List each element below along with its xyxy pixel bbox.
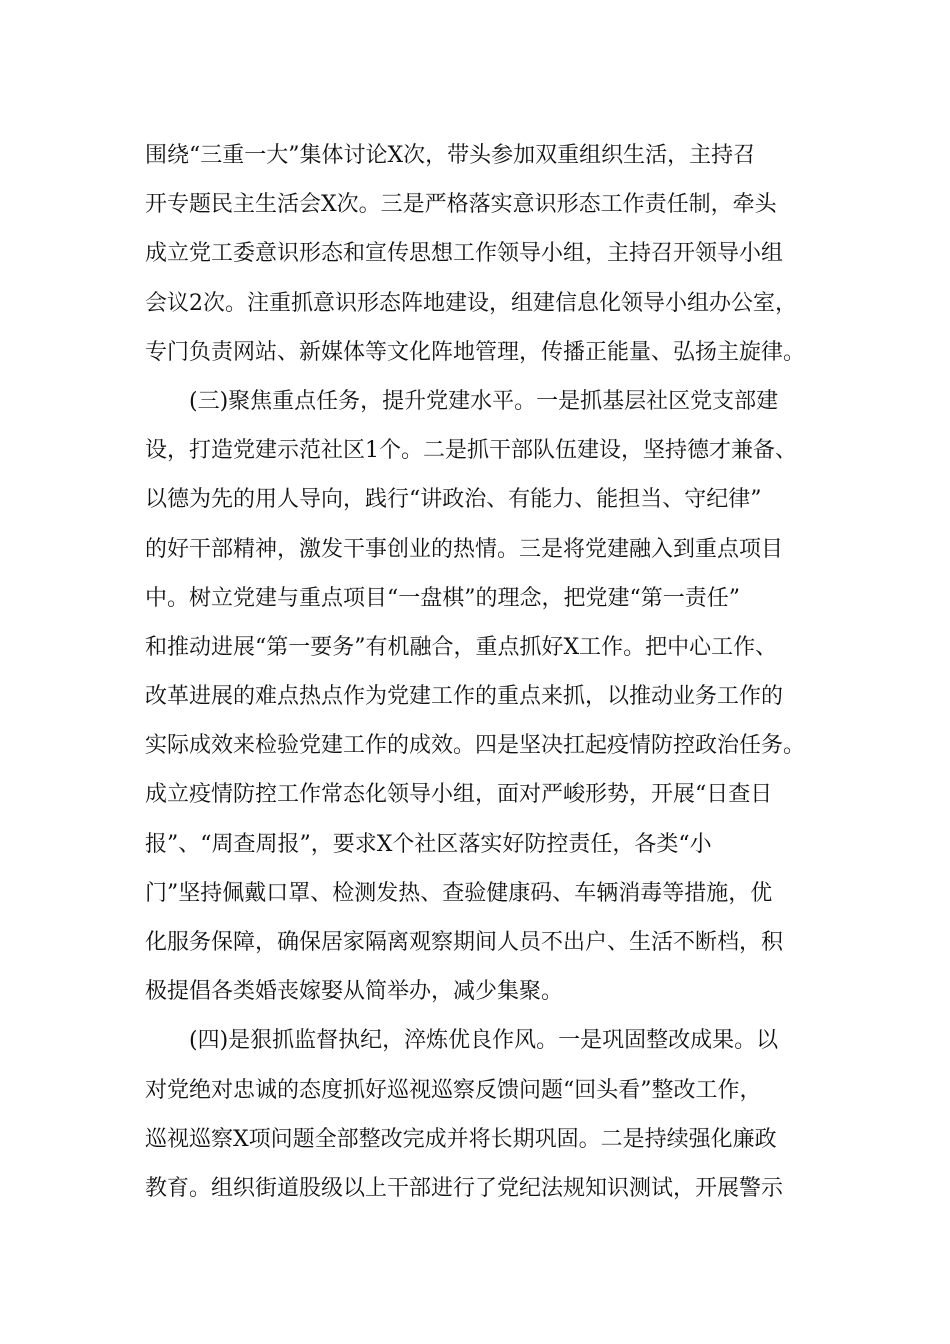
text-line: 中。树立党建与重点项目“一盘棋”的理念，把党建“第一责任” — [145, 585, 740, 611]
text-line: 的好干部精神，激发干事创业的热情。三是将党建融入到重点项目 — [145, 536, 784, 562]
text-line: 设，打造党建示范社区1个。二是抓干部队伍建设，坚持德才兼备、 — [145, 438, 797, 464]
text-line: 巡视巡察X项问题全部整改完成并将长期巩固。二是持续强化廉政 — [145, 1126, 777, 1152]
text-line: (三)聚焦重点任务，提升党建水平。一是抓基层社区党支部建 — [189, 388, 779, 414]
text-line: 成立疫情防控工作常态化领导小组，面对严峻形势，开展“日查日 — [145, 782, 773, 808]
body-text — [145, 131, 805, 1213]
text-line: 专门负责网站、新媒体等文化阵地管理，传播正能量、弘扬主旋律。 — [145, 339, 806, 365]
text-line: (四)是狠抓监督执纪，淬炼优良作风。一是巩固整改成果。以 — [189, 1028, 779, 1054]
text-line: 改革进展的难点热点作为党建工作的重点来抓，以推动业务工作的 — [145, 684, 784, 710]
text-line: 极提倡各类婚丧嫁娶从简举办，减少集聚。 — [145, 979, 564, 1005]
text-line: 以德为先的用人导向，践行“讲政治、有能力、能担当、守纪律” — [145, 487, 762, 513]
text-line: 报”、“周查周报”，要求X个社区落实好防控责任，各类“小 — [145, 831, 712, 857]
text-line: 教育。组织街道股级以上干部进行了党纪法规知识测试，开展警示 — [145, 1175, 784, 1201]
text-line: 门”坚持佩戴口罩、检测发热、查验健康码、车辆消毒等措施，优 — [145, 880, 773, 906]
text-line: 围绕“三重一大”集体讨论X次，带头参加双重组织生活，主持召 — [145, 143, 756, 168]
text-line: 会议2次。注重抓意识形态阵地建设，组建信息化领导小组办公室， — [145, 290, 797, 316]
text-line: 和推动进展“第一要务”有机融合，重点抓好X工作。把中心工作、 — [145, 634, 778, 660]
text-line: 化服务保障，确保居家隔离观察期间人员不出户、生活不断档，积 — [145, 930, 784, 955]
text-line: 对党绝对忠诚的态度抓好巡视巡察反馈问题“回头看”整改工作， — [145, 1077, 762, 1103]
text-line: 成立党工委意识形态和宣传思想工作领导小组，主持召开领导小组 — [145, 241, 784, 267]
text-line: 实际成效来检验党建工作的成效。四是坚决扛起疫情防控政治任务。 — [145, 733, 806, 759]
text-line: 开专题民主生活会X次。三是严格落实意识形态工作责任制，牵头 — [145, 192, 777, 218]
